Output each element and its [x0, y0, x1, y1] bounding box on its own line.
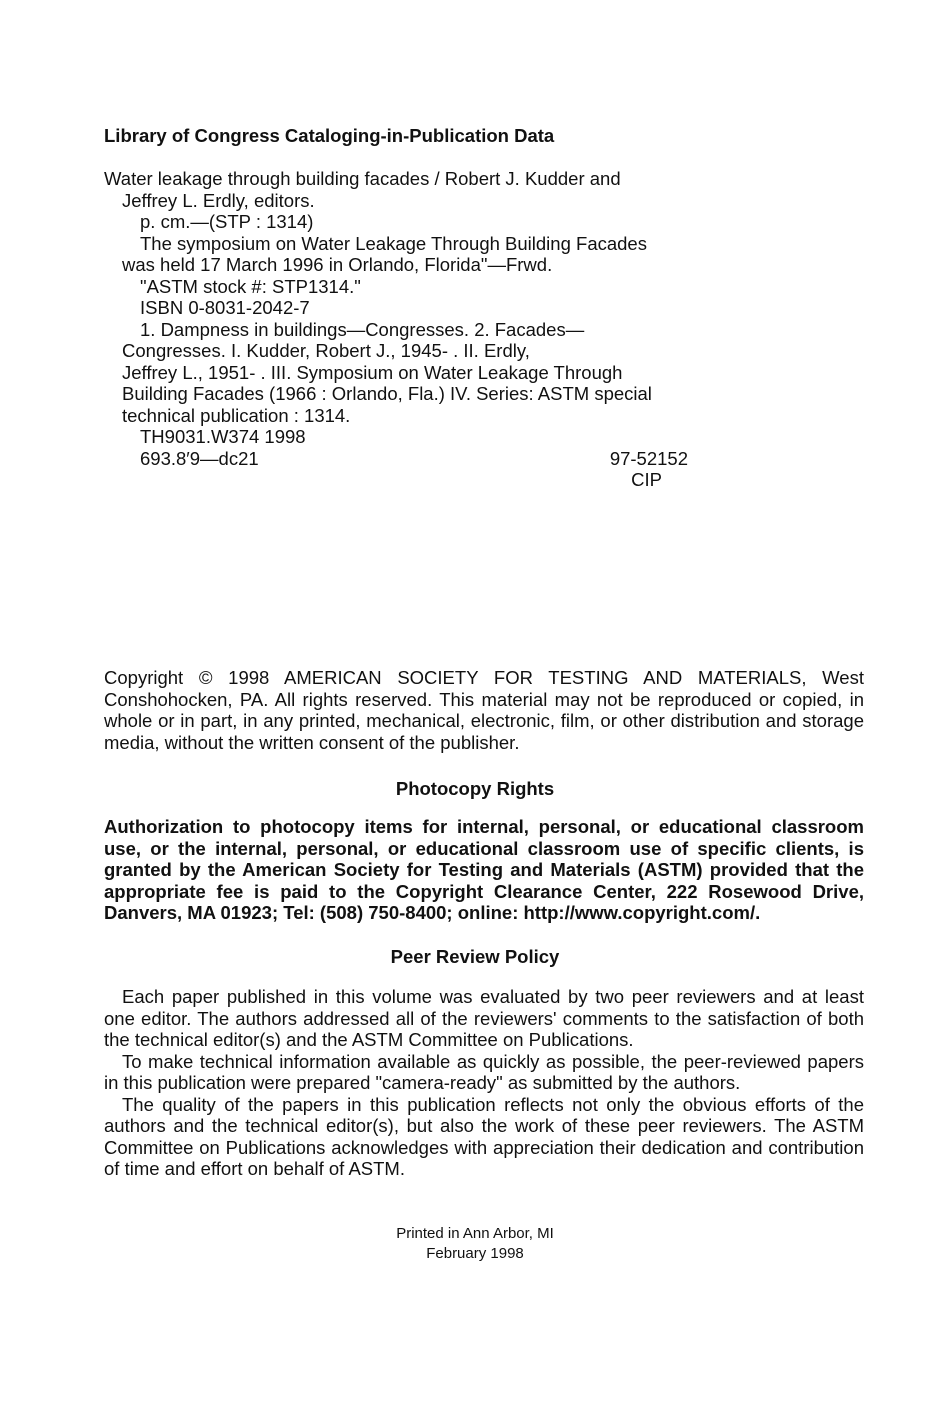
cip-lccn: 97-52152 — [609, 447, 688, 469]
cip-line: Building Facades (1966 : Orlando, Fla.) IV. Series: ASTM special — [122, 383, 652, 404]
printed-place: Printed in Ann Arbor, MI — [396, 1225, 554, 1242]
printed-date: February 1998 — [426, 1245, 524, 1262]
printed-info — [0, 1224, 950, 1264]
cip-line: TH9031.W374 1998 — [140, 426, 306, 447]
cip-line: p. cm.—(STP : 1314) — [140, 211, 314, 232]
peer-review-heading: Peer Review Policy — [390, 946, 560, 967]
cip-line: Congresses. I. Kudder, Robert J., 1945- . II. Erdly, — [122, 340, 530, 361]
cip-line: Jeffrey L. Erdly, editors. — [122, 189, 315, 211]
cip-line: The symposium on Water Leakage Through Building Facades — [140, 232, 647, 254]
peer-review-body — [104, 986, 864, 1180]
peer-review-paragraph: To make technical information available as quickly as possible, the peer-reviewed papers in this publication were prepared "camera-ready" as submitted by the authors. — [104, 1050, 864, 1093]
cip-line: 1. Dampness in buildings—Congresses. 2. Facades— — [140, 318, 585, 340]
cip-label: CIP — [631, 469, 662, 490]
cip-line: was held 17 March 1996 in Orlando, Florida"—Frwd. — [122, 254, 553, 275]
peer-review-paragraph: The quality of the papers in this publication reflects not only the obvious efforts of the authors and the technical editor(s), but also the work of these peer reviewers. The ASTM Committee on Publications acknowledges with appreciation their dedication and contribution of time and effort on behalf of ASTM. — [104, 1093, 864, 1179]
cip-record — [104, 168, 864, 491]
copyright-notice: Copyright © 1998 AMERICAN SOCIETY FOR TESTING AND MATERIALS, West Conshohocken, PA. All rights reserved. This material may not be reproduced or copied, in whole or in part, in any printed, mechanical, electronic, film, or other distribution and storage media, without the written consent of the publisher. — [104, 667, 864, 753]
cip-line: Water leakage through building facades / Robert J. Kudder and — [104, 168, 621, 189]
cip-classification-row — [104, 448, 688, 470]
cip-title: Library of Congress Cataloging-in-Publication Data — [104, 125, 555, 146]
cip-line: technical publication : 1314. — [122, 404, 351, 426]
cip-line: ISBN 0-8031-2042-7 — [140, 297, 310, 318]
cip-classification: 693.8′9—dc21 — [140, 447, 259, 469]
photocopy-text: Authorization to photocopy items for internal, personal, or educational classroom use, or the internal, personal, or educational classroom use of specific clients, is granted by the American Society for Testing and Materials (ASTM) provided that the appropriate fee is paid to the Copyright Clearance Center, 222 Rosewood Drive, Danvers, MA 01923; Tel: (508) 750-8400; online: http://www.copyright.com/. — [104, 816, 864, 923]
cip-line: "ASTM stock #: STP1314." — [140, 275, 361, 297]
photocopy-heading: Photocopy Rights — [395, 778, 555, 799]
cip-line: Jeffrey L., 1951- . III. Symposium on Water Leakage Through — [122, 361, 623, 383]
peer-review-paragraph: Each paper published in this volume was evaluated by two peer reviewers and at least one editor. The authors addressed all of the reviewers' comments to the satisfaction of both the technical editor(s) and the ASTM Committee on Publications. — [104, 986, 864, 1050]
